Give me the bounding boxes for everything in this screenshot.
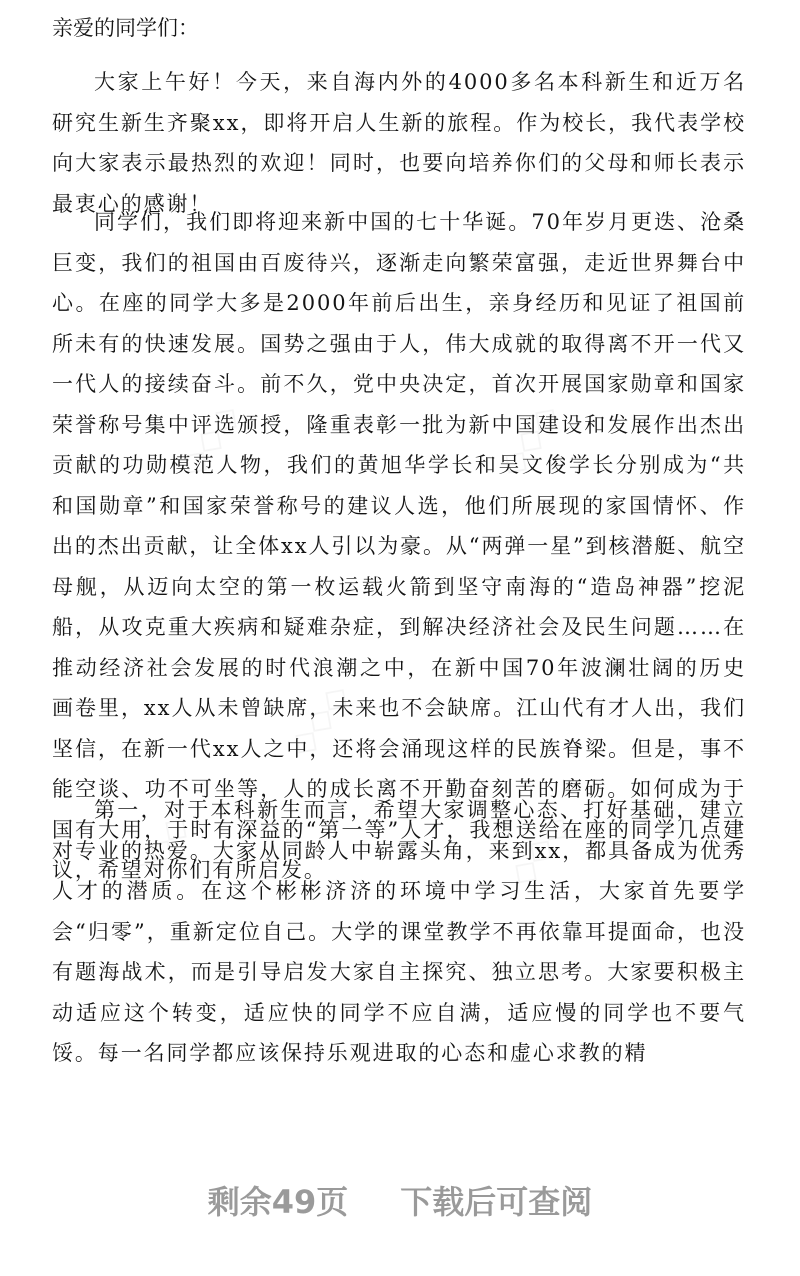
salutation: 亲爱的同学们： [52, 16, 199, 40]
watermark-mark: ◇◇◇ [170, 396, 249, 484]
download-to-view-label[interactable]: 下载后可查阅 [400, 1183, 593, 1221]
download-prompt-bar[interactable] [0, 1168, 800, 1232]
paragraph-anniversary: 同学们，我们即将迎来新中国的七十华诞。70年岁月更迭、沧桑巨变，我们的祖国由百废待兴，逐渐走向繁荣富强，走近世界舞台中心。在座的同学大多是2000年前后出生，亲身经历和见证了祖国前所未有的快速发展。国势之强由于人，伟大成就的取得离不开一代又一代人的接续奋斗。前不久，党中央决定，首次开展国家勋章和国家荣誉称号集中评选颁授，隆重表彰一批为新中国建设和发展作出杰出贡献的功勋模范人物，我们的黄旭华学长和吴文俊学长分别成为“共和国勋章”和国家荣誉称号的建议人选，他们所展现的家国情怀、作出的杰出贡献，让全体xx人引以为豪。从“两弹一星”到核潜艇、航空母舰，从迈向太空的第一枚运载火箭到坚守南海的“造岛神器”挖泥船，从攻克重大疾病和疑难杂症，到解决经济社会及民生问题……在推动经济社会发展的时代浪潮之中，在新中国70年波澜壮阔的历史画卷里，xx人从未曾缺席，未来也不会缺席。江山代有才人出，我们坚信，在新一代xx人之中，还将会涌现这样的民族脊梁。但是，事不能空谈、功不可坐等，人的成长离不开勤奋刻苦的磨砺。如何成为于国有大用，于时有深益的“第一等”人才，我想送给在座的同学几点建议，希望对你们有所启发。 [52, 210, 746, 882]
watermark-mark: ◇◇◇ [500, 806, 579, 894]
remaining-pages-label[interactable]: 剩余49页 [207, 1183, 349, 1221]
paragraph-greeting: 大家上午好！今天，来自海内外的4000多名本科新生和近万名研究生新生齐聚xx，即将开启人生新的旅程。作为校长，我代表学校向大家表示最热烈的欢迎！同时，也要向培养你们的父母和师长表示最衷心的感谢！ [52, 70, 746, 216]
watermark-mark: ◇◇◇ [490, 396, 569, 484]
watermark-mark: ◇◇◇ [120, 806, 199, 894]
paragraph-first-advice: 第一，对于本科新生而言，希望大家调整心态、打好基础，建立对专业的热爱。大家从同龄人中崭露头角，来到xx，都具备成为优秀人才的潜质。在这个彬彬济济的环境中学习生活，大家首先要学会“归零”，重新定位自己。大学的课堂教学不再依靠耳提面命，也没有题海战术，而是引导启发大家自主探究、独立思考。大家要积极主动适应这个转变，适应快的同学不应自满，适应慢的同学也不要气馁。每一名同学都应该保持乐观进取的心态和虚心求教的精 [52, 798, 746, 1065]
watermark-mark: ◇◇◇ [280, 676, 359, 764]
